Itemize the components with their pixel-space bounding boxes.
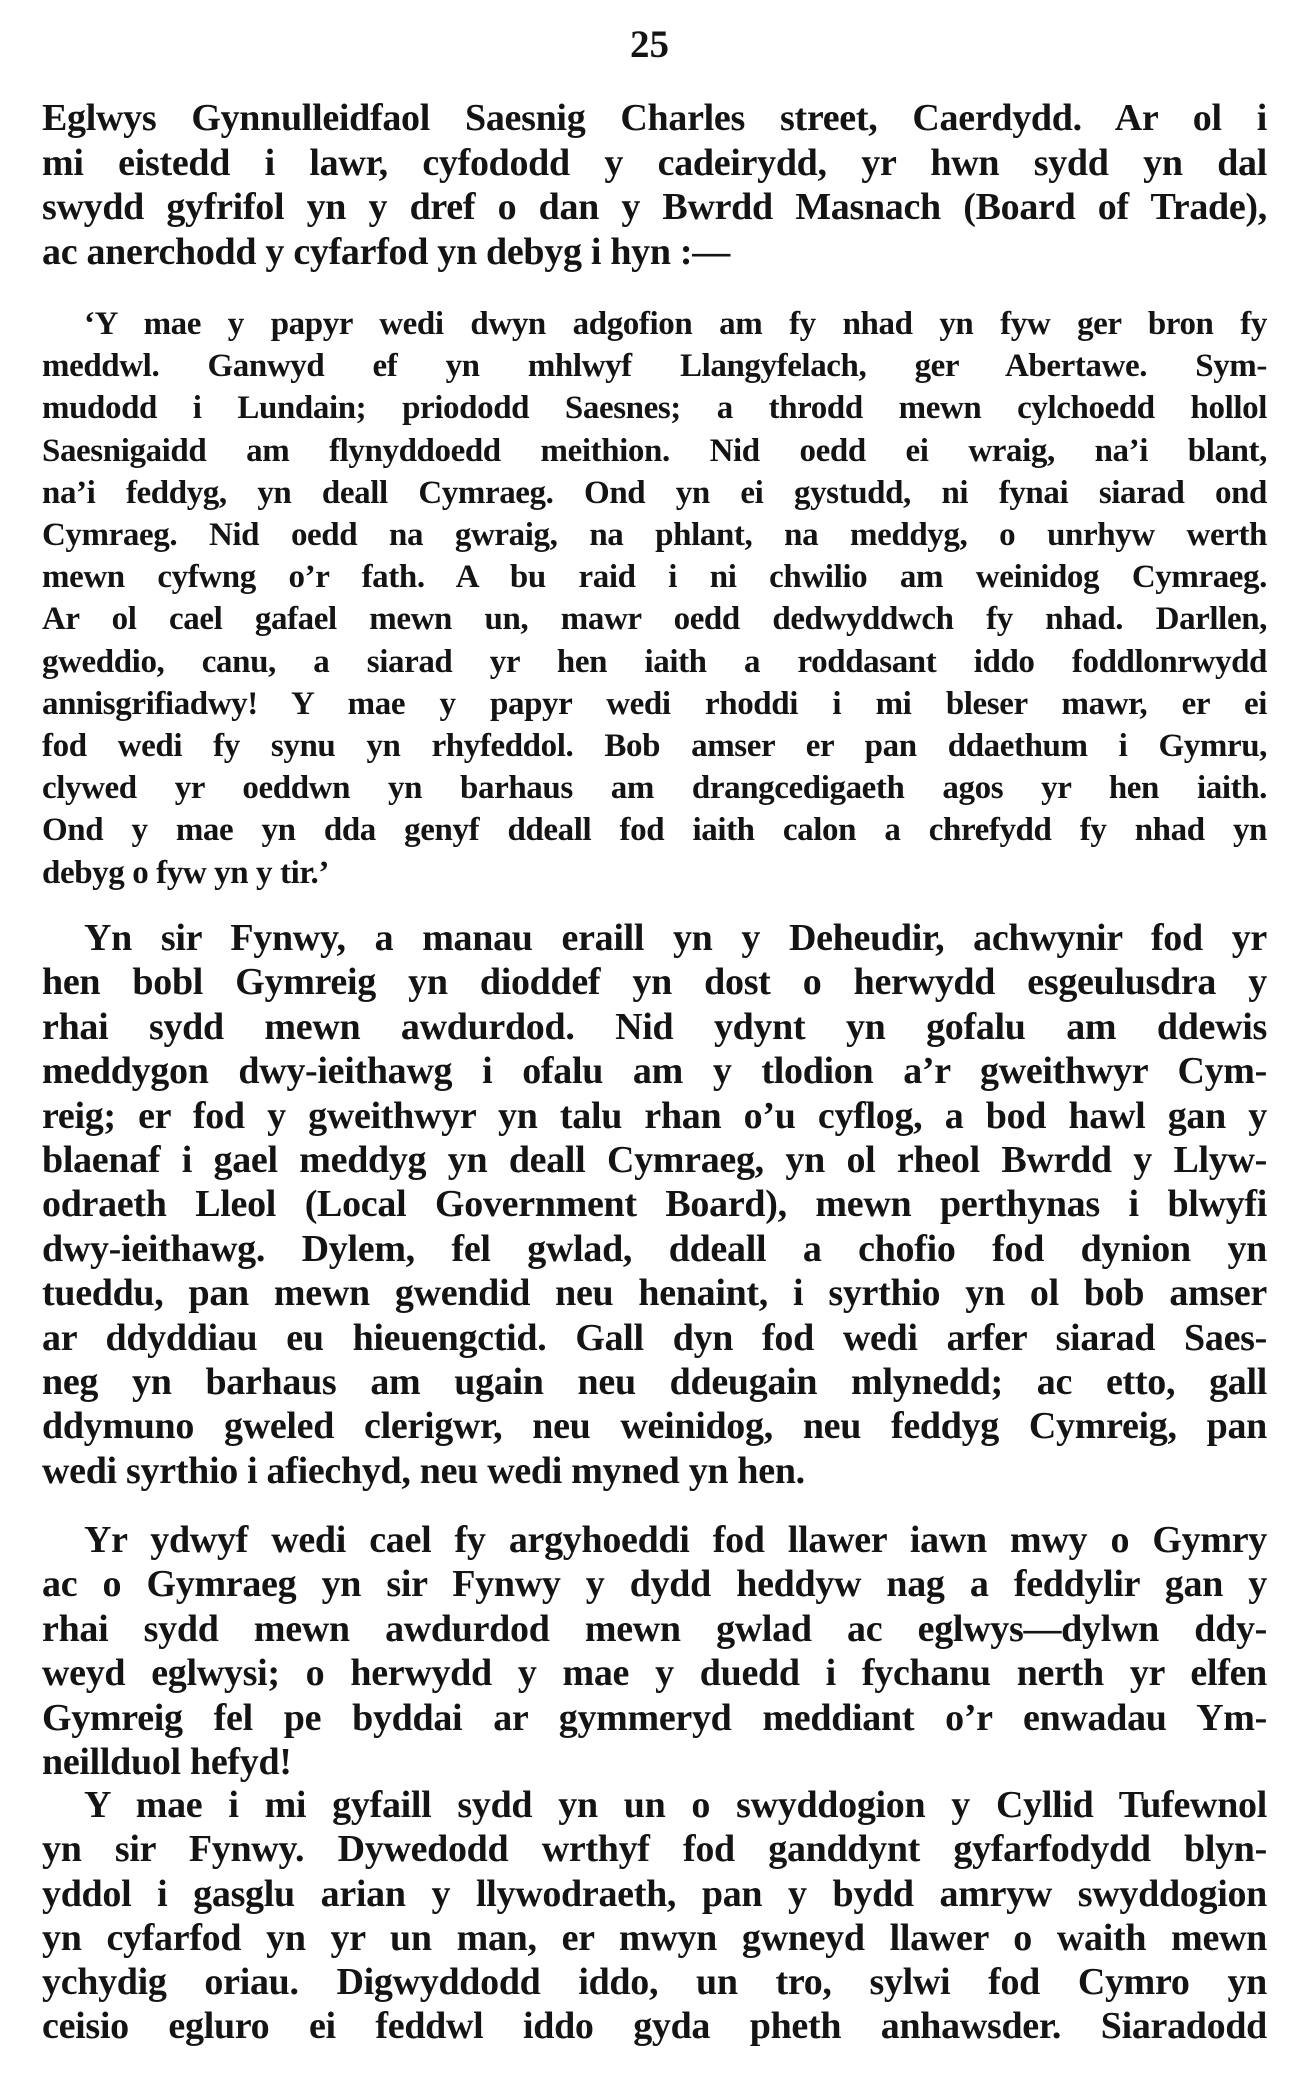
text-line: yn sir Fynwy. Dywedodd wrthyf fod ganddynt gyfarfodydd blyn- [42, 1828, 1267, 1871]
text-line: Saesnigaidd am flynyddoedd meithion. Nid oedd ei wraig, na’i blant, [42, 432, 1267, 469]
text-line: ac anerchodd y cyfarfod yn debyg i hyn :— [42, 230, 730, 273]
text-line: Ond y mae yn dda genyf ddeall fod iaith calon a chrefydd fy nhad yn [42, 812, 1267, 849]
text-line: fod wedi fy synu yn rhyfeddol. Bob amser er pan ddaethum i Gymru, [42, 728, 1267, 765]
text-line: meddygon dwy-ieithawg i ofalu am y tlodion a’r gweithwyr Cym- [42, 1050, 1267, 1093]
paragraph-inland-revenue-friend [42, 1783, 1267, 2049]
text-line: tueddu, pan mewn gwendid neu henaint, i syrthio yn ol bob amser [42, 1272, 1267, 1315]
text-line: Gymreig fel pe byddai ar gymmeryd meddiant o’r enwadau Ym- [42, 1696, 1267, 1739]
text-line: ddymuno gweled clerigwr, neu weinidog, neu feddyg Cymreig, pan [42, 1405, 1267, 1448]
text-line: blaenaf i gael meddyg yn deall Cymraeg, yn ol rheol Bwrdd y Llyw- [42, 1139, 1267, 1182]
text-line: Yr ydwyf wedi cael fy argyhoeddi fod llawer iawn mwy o Gymry [84, 1519, 1267, 1561]
text-line: ceisio egluro ei feddwl iddo gyda pheth anhawsder. Siaradodd [42, 2005, 1267, 2048]
text-line: ychydig oriau. Digwyddodd iddo, un tro, sylwi fod Cymro yn [42, 1961, 1267, 2004]
text-line: mudodd i Lundain; priododd Saesnes; a throdd mewn cylchoedd hollol [42, 390, 1267, 427]
text-line: debyg o fyw yn y tir.’ [42, 854, 329, 891]
text-line: mewn cyfwng o’r fath. A bu raid i ni chwilio am weinidog Cymraeg. [42, 559, 1267, 596]
text-line: ar ddyddiau eu hieuengctid. Gall dyn fod wedi arfer siarad Saes- [42, 1316, 1267, 1359]
paragraph-monmouthshire-complaint [42, 916, 1267, 1493]
text-line: swydd gyfrifol yn y dref o dan y Bwrdd Masnach (Board of Trade), [42, 186, 1267, 228]
text-line: Cymraeg. Nid oedd na gwraig, na phlant, na meddyg, o unrhyw werth [42, 517, 1267, 554]
text-line: rhai sydd mewn awdurdod. Nid ydynt yn gofalu am ddewis [42, 1005, 1267, 1048]
text-line: reig; er fod y gweithwyr yn talu rhan o’u cyflog, a bod hawl gan y [42, 1094, 1267, 1137]
text-line: gweddio, canu, a siarad yr hen iaith a roddasant iddo foddlonrwydd [42, 643, 1267, 680]
text-line: annisgrifiadwy! Y mae y papyr wedi rhoddi i mi bleser mawr, er ei [42, 685, 1267, 722]
text-line: meddwl. Ganwyd ef yn mhlwyf Llangyfelach, ger Abertawe. Sym- [42, 348, 1267, 385]
page-number: 25 [630, 23, 669, 66]
text-line: Ar ol cael gafael mewn un, mawr oedd dedwyddwch fy nhad. Darllen, [42, 601, 1267, 638]
text-line: rhai sydd mewn awdurdod mewn gwlad ac eglwys—dylwn ddy- [42, 1607, 1267, 1650]
text-line: neg yn barhaus am ugain neu ddeugain mlynedd; ac etto, gall [42, 1361, 1267, 1404]
text-line: odraeth Lleol (Local Government Board), mewn perthynas i blwyfi [42, 1183, 1267, 1226]
text-line: hen bobl Gymreig yn dioddef yn dost o herwydd esgeulusdra y [42, 961, 1267, 1004]
text-line: yddol i gasglu arian y llywodraeth, pan y bydd amryw swyddogion [42, 1872, 1267, 1915]
text-line: Eglwys Gynnulleidfaol Saesnig Charles street, Caerdydd. Ar ol i [42, 97, 1267, 139]
text-line: weyd eglwysi; o herwydd y mae y duedd i fychanu nerth yr elfen [42, 1652, 1267, 1695]
text-line: dwy-ieithawg. Dylem, fel gwlad, ddeall a chofio fod dynion yn [42, 1227, 1267, 1270]
text-line: wedi syrthio i afiechyd, neu wedi myned yn hen. [42, 1449, 805, 1492]
text-line: yn cyfarfod yn yr un man, er mwyn gwneyd llawer o waith mewn [42, 1916, 1267, 1959]
paragraph-chapel-meeting [42, 96, 1267, 274]
text-line: clywed yr oeddwn yn barhaus am drangcedigaeth agos yr hen iaith. [42, 770, 1267, 807]
text-line: Yn sir Fynwy, a manau eraill yn y Deheudir, achwynir fod yr [84, 917, 1267, 959]
text-line: Y mae i mi gyfaill sydd yn un o swyddogion y Cyllid Tufewnol [84, 1784, 1267, 1826]
text-line: ac o Gymraeg yn sir Fynwy y dydd heddyw nag a feddylir gan y [42, 1563, 1267, 1606]
text-line: mi eistedd i lawr, cyfododd y cadeirydd, yr hwn sydd yn dal [42, 141, 1267, 184]
text-line: neillduol hefyd! [42, 1741, 292, 1784]
paragraph-chairman-quote [42, 303, 1267, 894]
text-line: ‘Y mae y papyr wedi dwyn adgofion am fy nhad yn fyw ger bron fy [84, 306, 1267, 342]
text-line: na’i feddyg, yn deall Cymraeg. Ond yn ei gystudd, ni fynai siarad ond [42, 474, 1267, 511]
paragraph-welsh-in-monmouthshire [42, 1518, 1267, 1784]
